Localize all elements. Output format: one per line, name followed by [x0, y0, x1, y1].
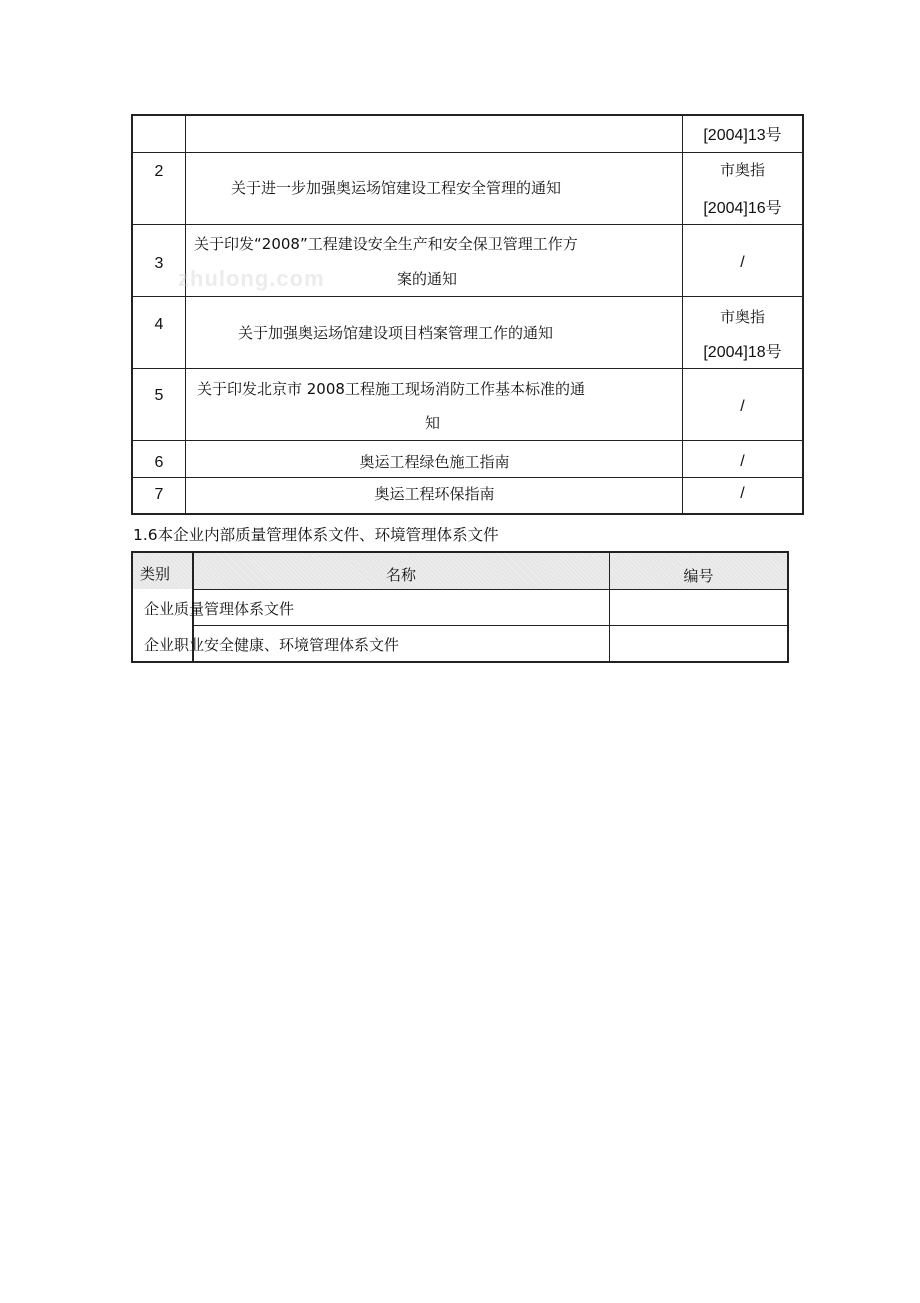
- table-row-5-title-line1: 关于印发北京市 2008工程施工现场消防工作基本标准的通: [197, 380, 585, 398]
- row-divider: [131, 224, 804, 225]
- row-divider: [131, 296, 804, 297]
- watermark: zhulong.com: [178, 266, 325, 291]
- table-row-safety-env-number: [611, 634, 786, 654]
- table-row-2-code-line1: [683, 159, 802, 181]
- table-row-7-title: 奥运工程环保指南: [374, 484, 495, 503]
- row-divider: [131, 440, 804, 441]
- table-border: [787, 551, 789, 663]
- doc-code-line: 市奥指: [719, 307, 765, 326]
- table-border: [131, 513, 804, 515]
- table-row-3-number: 3: [154, 255, 164, 272]
- table-border: [802, 114, 804, 515]
- table-row-4-number: 4: [154, 316, 164, 333]
- header-number: 编号: [683, 566, 714, 585]
- table-row-quality-docs: 企业质量管理体系文件: [144, 600, 295, 618]
- header-category: 类别: [140, 565, 171, 583]
- table-row-6-title: 奥运工程绿色施工指南: [359, 452, 510, 471]
- table-row-5-number: 5: [154, 387, 164, 404]
- table-border: [131, 551, 133, 663]
- row-divider: [131, 368, 804, 369]
- table-row-3-code: /: [740, 254, 745, 271]
- doc-code-line: [2004]13号: [703, 127, 782, 144]
- column-divider: [609, 551, 610, 663]
- table-row-1-code: [683, 126, 802, 146]
- row-divider: [193, 625, 789, 626]
- table-row-safety-env-docs: 企业职业安全健康、环境管理体系文件: [144, 636, 400, 654]
- row-divider: [131, 152, 804, 153]
- table-row-3-title-line2: 案的通知: [397, 270, 458, 288]
- section-heading: 1.6本企业内部质量管理体系文件、环境管理体系文件: [133, 526, 499, 544]
- table-row-4-code-line1: [683, 306, 802, 328]
- row-divider: [193, 589, 789, 590]
- doc-code-line: 市奥指: [719, 160, 765, 179]
- table-row-7-number: 7: [154, 486, 164, 503]
- table-row-4-code-line2: [683, 342, 802, 364]
- header-name: 名称: [385, 565, 416, 584]
- table-row-4-title: 关于加强奥运场馆建设项目档案管理工作的通知: [238, 324, 554, 342]
- table-row-5-title-line2: 知: [425, 414, 441, 432]
- table-row-quality-number: [611, 598, 786, 618]
- table-row-6-number: 6: [154, 454, 164, 471]
- table-row-2-code-line2: [683, 198, 802, 220]
- row-divider: [131, 477, 804, 478]
- column-divider: [185, 114, 186, 515]
- table-border: [131, 551, 789, 553]
- table-row-2-number: 2: [154, 163, 164, 180]
- table-row-3-title-line1: 关于印发“2008”工程建设安全生产和安全保卫管理工作方: [194, 235, 578, 253]
- table-border: [131, 114, 804, 116]
- table-border: [131, 661, 789, 663]
- doc-code-line: [2004]18号: [703, 344, 782, 361]
- table-row-6-code: /: [740, 453, 745, 470]
- table-row-2-title: 关于进一步加强奥运场馆建设工程安全管理的通知: [231, 179, 562, 197]
- table-row-7-code: /: [740, 485, 745, 502]
- table-row-5-code: /: [740, 398, 745, 415]
- doc-code-line: [2004]16号: [703, 200, 782, 217]
